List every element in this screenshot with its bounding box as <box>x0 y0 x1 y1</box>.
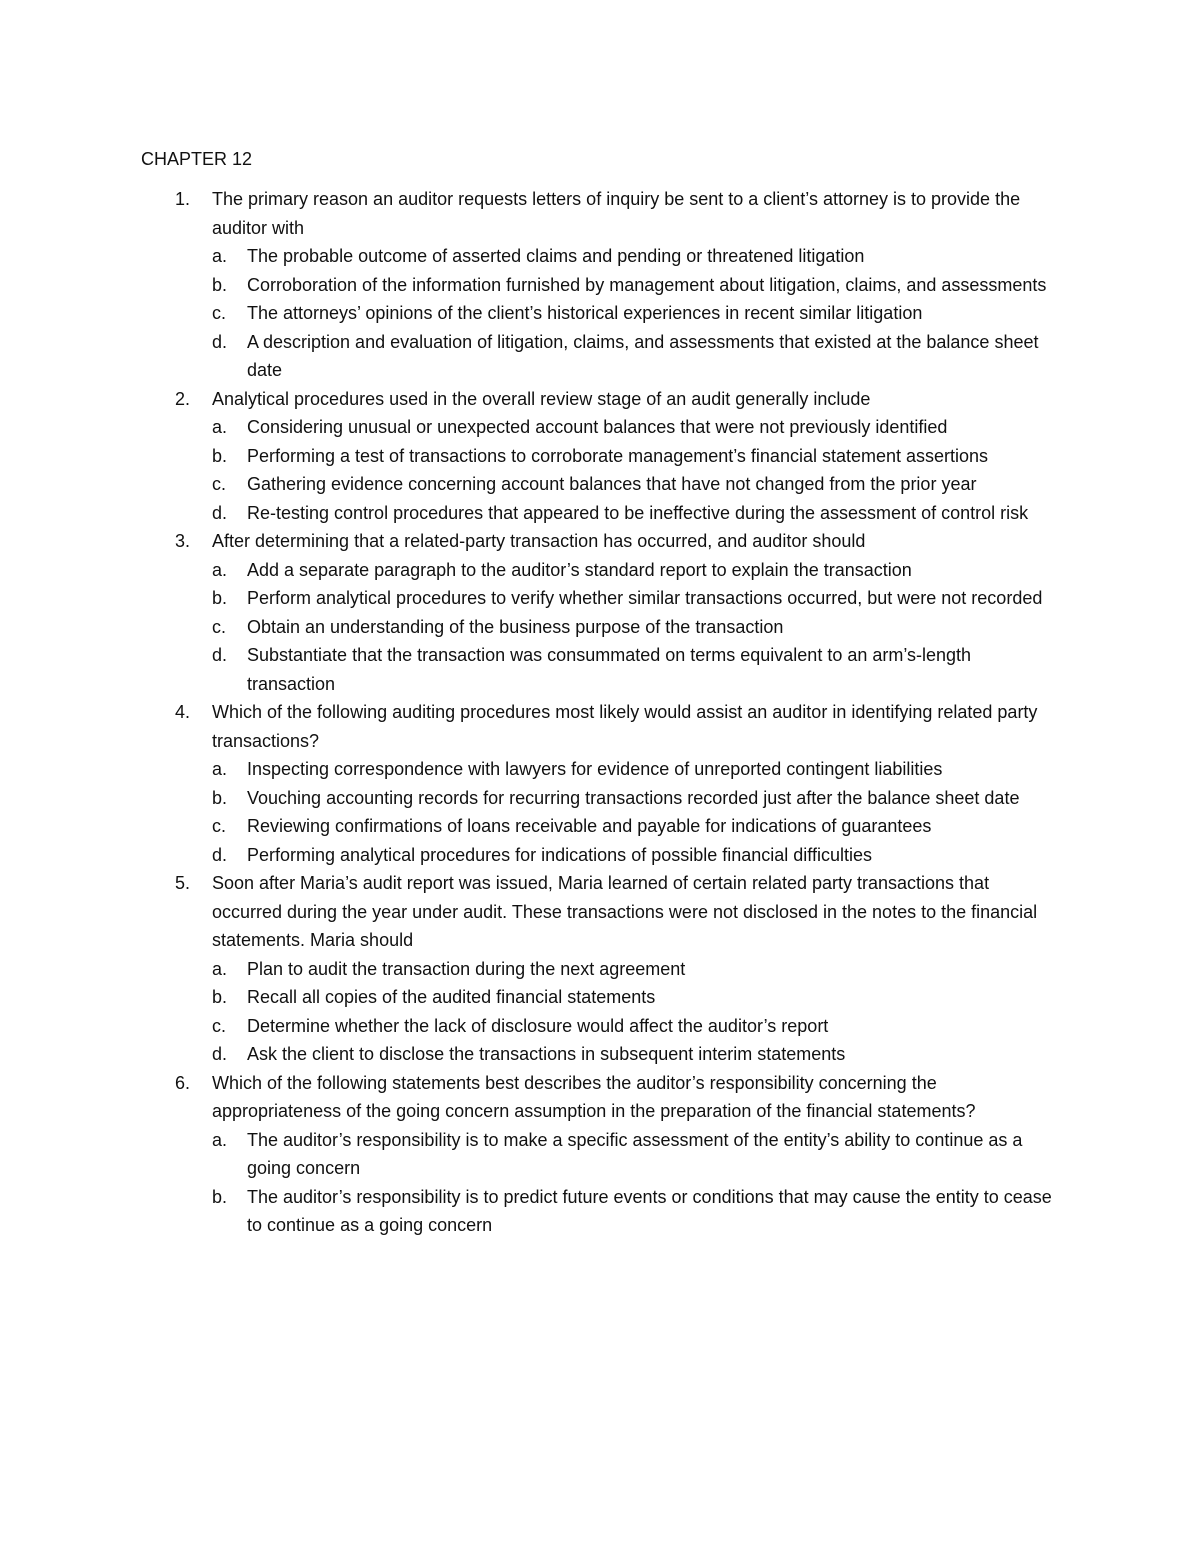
option-letter: c. <box>212 1015 227 1036</box>
option-text: Add a separate paragraph to the auditor’s standard report to explain the transaction <box>247 559 912 580</box>
question-text: Analytical procedures used in the overall review stage of an audit generally include <box>212 388 871 409</box>
question-text: Which of the following statements best describes the auditor’s responsibility concerning the appropriateness of the going concern assumption in the preparation of the financial statements? <box>212 1072 976 1121</box>
option-letter: d. <box>212 331 228 352</box>
option-item <box>212 841 1055 870</box>
option-item <box>212 1012 1055 1041</box>
option-letter: c. <box>212 816 227 836</box>
option-text: Plan to audit the transaction during the next agreement <box>247 958 686 979</box>
option-text: Performing a test of transactions to corroborate management’s financial statement assertions <box>247 445 989 466</box>
option-letter: a. <box>212 417 228 437</box>
option-letter: d. <box>212 844 228 865</box>
option-text: Recall all copies of the audited financial statements <box>247 987 656 1007</box>
option-text: Ask the client to disclose the transactions in subsequent interim statements <box>247 1044 846 1064</box>
option-text: Vouching accounting records for recurring transactions recorded just after the balance sheet date <box>247 787 1020 808</box>
option-text: The auditor’s responsibility is to make a specific assessment of the entity’s ability to continue as a going concern <box>247 1129 1023 1178</box>
option-item <box>212 242 1055 271</box>
question-item <box>0 385 1200 528</box>
question-number: 2. <box>175 388 191 409</box>
option-item <box>212 413 1055 442</box>
question-text: Which of the following auditing procedures most likely would assist an auditor in identifying related party transactions? <box>212 702 1038 751</box>
option-text: Perform analytical procedures to verify whether similar transactions occurred, but were not recorded <box>247 588 1043 608</box>
option-item <box>212 755 1055 784</box>
question-number: 1. <box>175 189 191 209</box>
option-item <box>212 271 1055 300</box>
option-letter: d. <box>212 1044 228 1064</box>
option-letter: d. <box>212 502 228 523</box>
question-item <box>0 1069 1200 1240</box>
option-text: Corroboration of the information furnished by management about litigation, claims, and assessments <box>247 274 1047 295</box>
option-letter: b. <box>212 1186 228 1207</box>
question-list <box>0 185 1200 1240</box>
option-text: Considering unusual or unexpected account balances that were not previously identified <box>247 417 948 437</box>
question-number: 5. <box>175 873 191 893</box>
option-letter: b. <box>212 445 228 466</box>
option-list <box>212 556 1055 699</box>
option-letter: a. <box>212 1129 228 1150</box>
option-item <box>212 299 1055 328</box>
option-text: Re-testing control procedures that appeared to be ineffective during the assessment of control risk <box>247 502 1029 523</box>
option-text: The attorneys’ opinions of the client’s historical experiences in recent similar litigation <box>247 303 923 323</box>
option-item <box>212 641 1055 698</box>
option-letter: c. <box>212 474 227 494</box>
option-letter: c. <box>212 303 227 323</box>
option-letter: b. <box>212 274 228 295</box>
option-letter: b. <box>212 787 228 808</box>
option-letter: a. <box>212 958 228 979</box>
option-text: Performing analytical procedures for indications of possible financial difficulties <box>247 844 872 865</box>
option-item <box>212 1183 1055 1240</box>
option-text: The auditor’s responsibility is to predict future events or conditions that may cause the entity to cease to continue as a going concern <box>247 1186 1052 1235</box>
option-item <box>212 955 1055 984</box>
chapter-title: CHAPTER 12 <box>141 149 253 169</box>
option-item <box>212 328 1055 385</box>
option-item <box>212 1040 1055 1069</box>
option-item <box>212 983 1055 1012</box>
option-text: Obtain an understanding of the business purpose of the transaction <box>247 616 784 637</box>
option-letter: a. <box>212 759 228 779</box>
question-text: The primary reason an auditor requests letters of inquiry be sent to a client’s attorney is to provide the auditor with <box>212 189 1021 238</box>
option-item <box>212 812 1055 841</box>
option-letter: b. <box>212 987 228 1007</box>
question-item <box>0 185 1200 385</box>
option-letter: c. <box>212 616 227 637</box>
option-item <box>212 499 1055 528</box>
question-item <box>0 527 1200 698</box>
option-text: A description and evaluation of litigation, claims, and assessments that existed at the balance sheet date <box>247 331 1039 380</box>
question-text: After determining that a related-party transaction has occurred, and auditor should <box>212 531 866 551</box>
option-item <box>212 470 1055 499</box>
option-list <box>212 413 1055 527</box>
option-text: Reviewing confirmations of loans receivable and payable for indications of guarantees <box>247 816 932 836</box>
option-text: Gathering evidence concerning account balances that have not changed from the prior year <box>247 474 977 494</box>
question-number: 4. <box>175 702 191 722</box>
option-letter: a. <box>212 246 228 266</box>
question-number: 3. <box>175 531 191 551</box>
question-item <box>0 698 1200 869</box>
option-item <box>212 556 1055 585</box>
option-list <box>212 955 1055 1069</box>
option-item <box>212 613 1055 642</box>
option-item <box>212 784 1055 813</box>
question-item <box>0 869 1200 1069</box>
option-text: The probable outcome of asserted claims and pending or threatened litigation <box>247 246 865 266</box>
question-number: 6. <box>175 1072 191 1093</box>
option-item <box>212 1126 1055 1183</box>
option-item <box>212 584 1055 613</box>
option-text: Determine whether the lack of disclosure would affect the auditor’s report <box>247 1015 829 1036</box>
option-text: Substantiate that the transaction was consummated on terms equivalent to an arm’s-length transaction <box>247 645 972 694</box>
option-letter: b. <box>212 588 228 608</box>
option-text: Inspecting correspondence with lawyers for evidence of unreported contingent liabilities <box>247 759 943 779</box>
option-item <box>212 442 1055 471</box>
option-letter: d. <box>212 645 228 665</box>
question-text: Soon after Maria’s audit report was issued, Maria learned of certain related party transactions that occurred during the year under audit. These transactions were not disclosed in the notes to the financial statements. Maria should <box>212 873 1038 950</box>
option-list <box>212 755 1055 869</box>
option-list <box>212 1126 1055 1240</box>
option-list <box>212 242 1055 385</box>
option-letter: a. <box>212 559 228 580</box>
